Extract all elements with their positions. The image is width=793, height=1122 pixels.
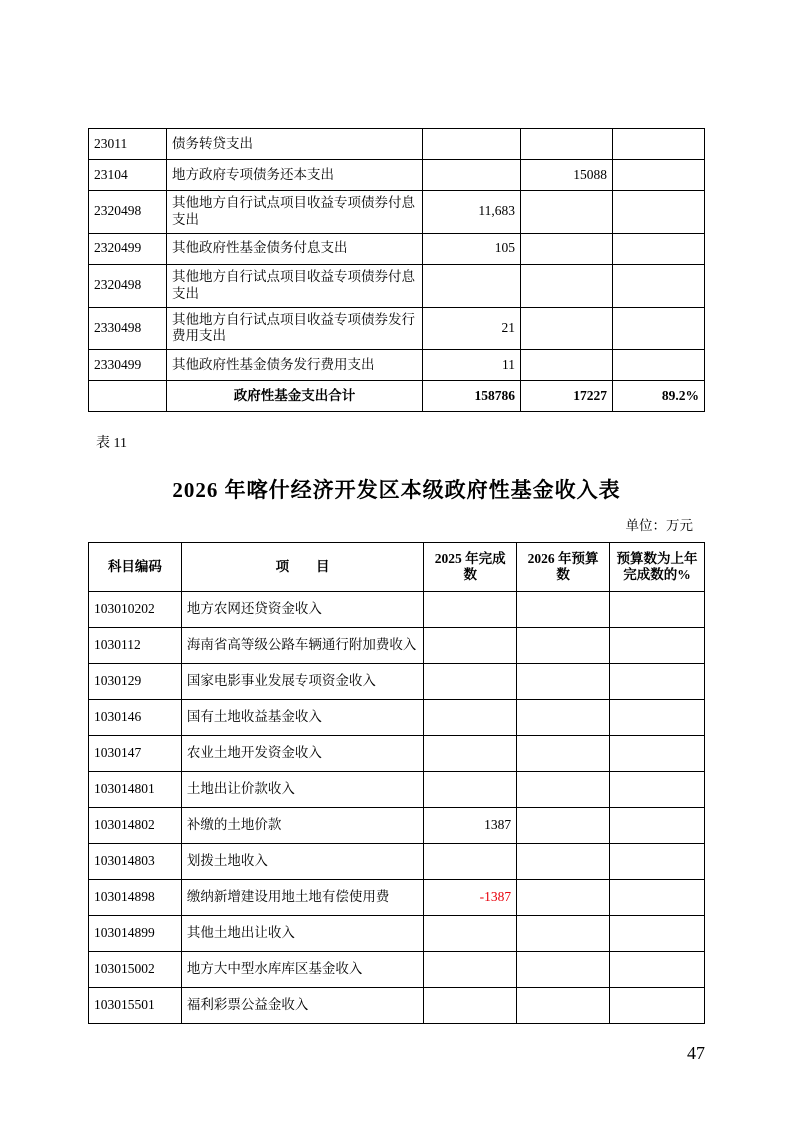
total-n1: 158786 bbox=[423, 381, 521, 412]
total-n3: 89.2% bbox=[613, 381, 705, 412]
table-row bbox=[89, 191, 705, 234]
table-row bbox=[89, 988, 705, 1024]
header-code: 科目编码 bbox=[89, 543, 182, 592]
page-title: 2026 年喀什经济开发区本级政府性基金收入表 bbox=[172, 478, 621, 503]
row-code: 103015002 bbox=[89, 952, 182, 988]
row-n2 bbox=[517, 700, 610, 736]
row-code: 103014801 bbox=[89, 772, 182, 808]
row-n1: -1387 bbox=[424, 880, 517, 916]
main-table-header bbox=[89, 543, 705, 592]
table-row bbox=[89, 736, 705, 772]
row-n2 bbox=[517, 772, 610, 808]
row-item: 其他地方自行试点项目收益专项债券付息支出 bbox=[167, 264, 423, 307]
row-n3 bbox=[613, 160, 705, 191]
row-item: 国有土地收益基金收入 bbox=[181, 700, 423, 736]
row-code: 103014803 bbox=[89, 844, 182, 880]
row-code: 2330499 bbox=[89, 350, 167, 381]
row-item: 其他政府性基金债务付息支出 bbox=[167, 233, 423, 264]
row-code: 23104 bbox=[89, 160, 167, 191]
row-n3 bbox=[610, 880, 705, 916]
table-row bbox=[89, 129, 705, 160]
row-code: 1030129 bbox=[89, 664, 182, 700]
row-n1 bbox=[424, 628, 517, 664]
table-row bbox=[89, 628, 705, 664]
row-item: 福利彩票公益金收入 bbox=[181, 988, 423, 1024]
page-number: 47 bbox=[687, 1043, 705, 1063]
total-n2: 17227 bbox=[521, 381, 613, 412]
row-n2 bbox=[517, 808, 610, 844]
row-item: 补缴的土地价款 bbox=[181, 808, 423, 844]
row-code: 1030112 bbox=[89, 628, 182, 664]
unit-note: 单位：万元 bbox=[625, 518, 693, 534]
row-n2 bbox=[521, 307, 613, 350]
header-item: 项 目 bbox=[181, 543, 423, 592]
main-table-body bbox=[89, 592, 705, 1024]
row-item: 国家电影事业发展专项资金收入 bbox=[181, 664, 423, 700]
row-n3 bbox=[610, 772, 705, 808]
row-item: 其他土地出让收入 bbox=[181, 916, 423, 952]
row-n1 bbox=[424, 772, 517, 808]
row-n2 bbox=[517, 592, 610, 628]
row-item: 债务转贷支出 bbox=[167, 129, 423, 160]
table-row bbox=[89, 952, 705, 988]
row-code: 103014899 bbox=[89, 916, 182, 952]
row-n1 bbox=[424, 736, 517, 772]
row-item: 缴纳新增建设用地土地有偿使用费 bbox=[181, 880, 423, 916]
row-n3 bbox=[610, 844, 705, 880]
row-n3 bbox=[610, 664, 705, 700]
row-n1 bbox=[424, 952, 517, 988]
row-n1 bbox=[423, 160, 521, 191]
row-n3 bbox=[613, 191, 705, 234]
table-row bbox=[89, 880, 705, 916]
table-row bbox=[89, 664, 705, 700]
row-n3 bbox=[613, 350, 705, 381]
row-code: 2330498 bbox=[89, 307, 167, 350]
table-row bbox=[89, 350, 705, 381]
row-n2 bbox=[521, 233, 613, 264]
row-n1 bbox=[424, 916, 517, 952]
header-row bbox=[89, 543, 705, 592]
total-code bbox=[89, 381, 167, 412]
row-item: 海南省高等级公路车辆通行附加费收入 bbox=[181, 628, 423, 664]
table-row bbox=[89, 160, 705, 191]
row-n1 bbox=[424, 988, 517, 1024]
row-item: 其他政府性基金债务发行费用支出 bbox=[167, 350, 423, 381]
row-code: 1030146 bbox=[89, 700, 182, 736]
table-row bbox=[89, 264, 705, 307]
row-n2 bbox=[521, 191, 613, 234]
government-fund-income-table bbox=[88, 542, 705, 1024]
row-item: 地方大中型水库库区基金收入 bbox=[181, 952, 423, 988]
header-n3: 预算数为上年完成数的% bbox=[610, 543, 705, 592]
row-item: 其他地方自行试点项目收益专项债券付息支出 bbox=[167, 191, 423, 234]
row-n1: 11 bbox=[423, 350, 521, 381]
row-n1: 11,683 bbox=[423, 191, 521, 234]
row-n2: 15088 bbox=[521, 160, 613, 191]
row-item: 地方农网还贷资金收入 bbox=[181, 592, 423, 628]
row-n2 bbox=[517, 988, 610, 1024]
row-item: 土地出让价款收入 bbox=[181, 772, 423, 808]
row-n1 bbox=[424, 844, 517, 880]
row-n1: 1387 bbox=[424, 808, 517, 844]
row-n3 bbox=[613, 233, 705, 264]
header-n2: 2026 年预算数 bbox=[517, 543, 610, 592]
row-n3 bbox=[613, 307, 705, 350]
row-n2 bbox=[517, 628, 610, 664]
row-n1 bbox=[423, 264, 521, 307]
row-n3 bbox=[613, 129, 705, 160]
row-n2 bbox=[521, 264, 613, 307]
total-label: 政府性基金支出合计 bbox=[167, 381, 423, 412]
table-row bbox=[89, 916, 705, 952]
table-row bbox=[89, 307, 705, 350]
row-item: 地方政府专项债务还本支出 bbox=[167, 160, 423, 191]
row-n1 bbox=[424, 664, 517, 700]
row-n3 bbox=[613, 264, 705, 307]
row-n2 bbox=[517, 736, 610, 772]
row-code: 103010202 bbox=[89, 592, 182, 628]
row-n1 bbox=[424, 700, 517, 736]
header-n1: 2025 年完成数 bbox=[424, 543, 517, 592]
row-code: 1030147 bbox=[89, 736, 182, 772]
row-code: 103015501 bbox=[89, 988, 182, 1024]
row-code: 103014898 bbox=[89, 880, 182, 916]
row-n2 bbox=[517, 916, 610, 952]
row-n2 bbox=[517, 952, 610, 988]
table-row bbox=[89, 233, 705, 264]
row-n3 bbox=[610, 700, 705, 736]
row-n3 bbox=[610, 736, 705, 772]
row-n2 bbox=[521, 350, 613, 381]
row-n1 bbox=[423, 129, 521, 160]
row-n2 bbox=[517, 880, 610, 916]
row-code: 2320498 bbox=[89, 264, 167, 307]
row-item: 划拨土地收入 bbox=[181, 844, 423, 880]
table-row bbox=[89, 772, 705, 808]
table-row bbox=[89, 844, 705, 880]
table-row bbox=[89, 592, 705, 628]
top-table-body bbox=[89, 129, 705, 412]
row-code: 103014802 bbox=[89, 808, 182, 844]
table-row bbox=[89, 808, 705, 844]
row-n2 bbox=[517, 664, 610, 700]
table-tag: 表 11 bbox=[96, 436, 127, 452]
row-n3 bbox=[610, 628, 705, 664]
row-item: 其他地方自行试点项目收益专项债券发行费用支出 bbox=[167, 307, 423, 350]
row-n2 bbox=[517, 844, 610, 880]
row-code: 23011 bbox=[89, 129, 167, 160]
row-n1 bbox=[424, 592, 517, 628]
row-item: 农业土地开发资金收入 bbox=[181, 736, 423, 772]
row-n1: 105 bbox=[423, 233, 521, 264]
row-code: 2320498 bbox=[89, 191, 167, 234]
row-n2 bbox=[521, 129, 613, 160]
row-n3 bbox=[610, 952, 705, 988]
table-row bbox=[89, 700, 705, 736]
row-n3 bbox=[610, 808, 705, 844]
row-n3 bbox=[610, 916, 705, 952]
government-fund-expenditure-table bbox=[88, 128, 705, 412]
row-n3 bbox=[610, 988, 705, 1024]
row-n3 bbox=[610, 592, 705, 628]
row-code: 2320499 bbox=[89, 233, 167, 264]
table-total-row bbox=[89, 381, 705, 412]
row-n1: 21 bbox=[423, 307, 521, 350]
